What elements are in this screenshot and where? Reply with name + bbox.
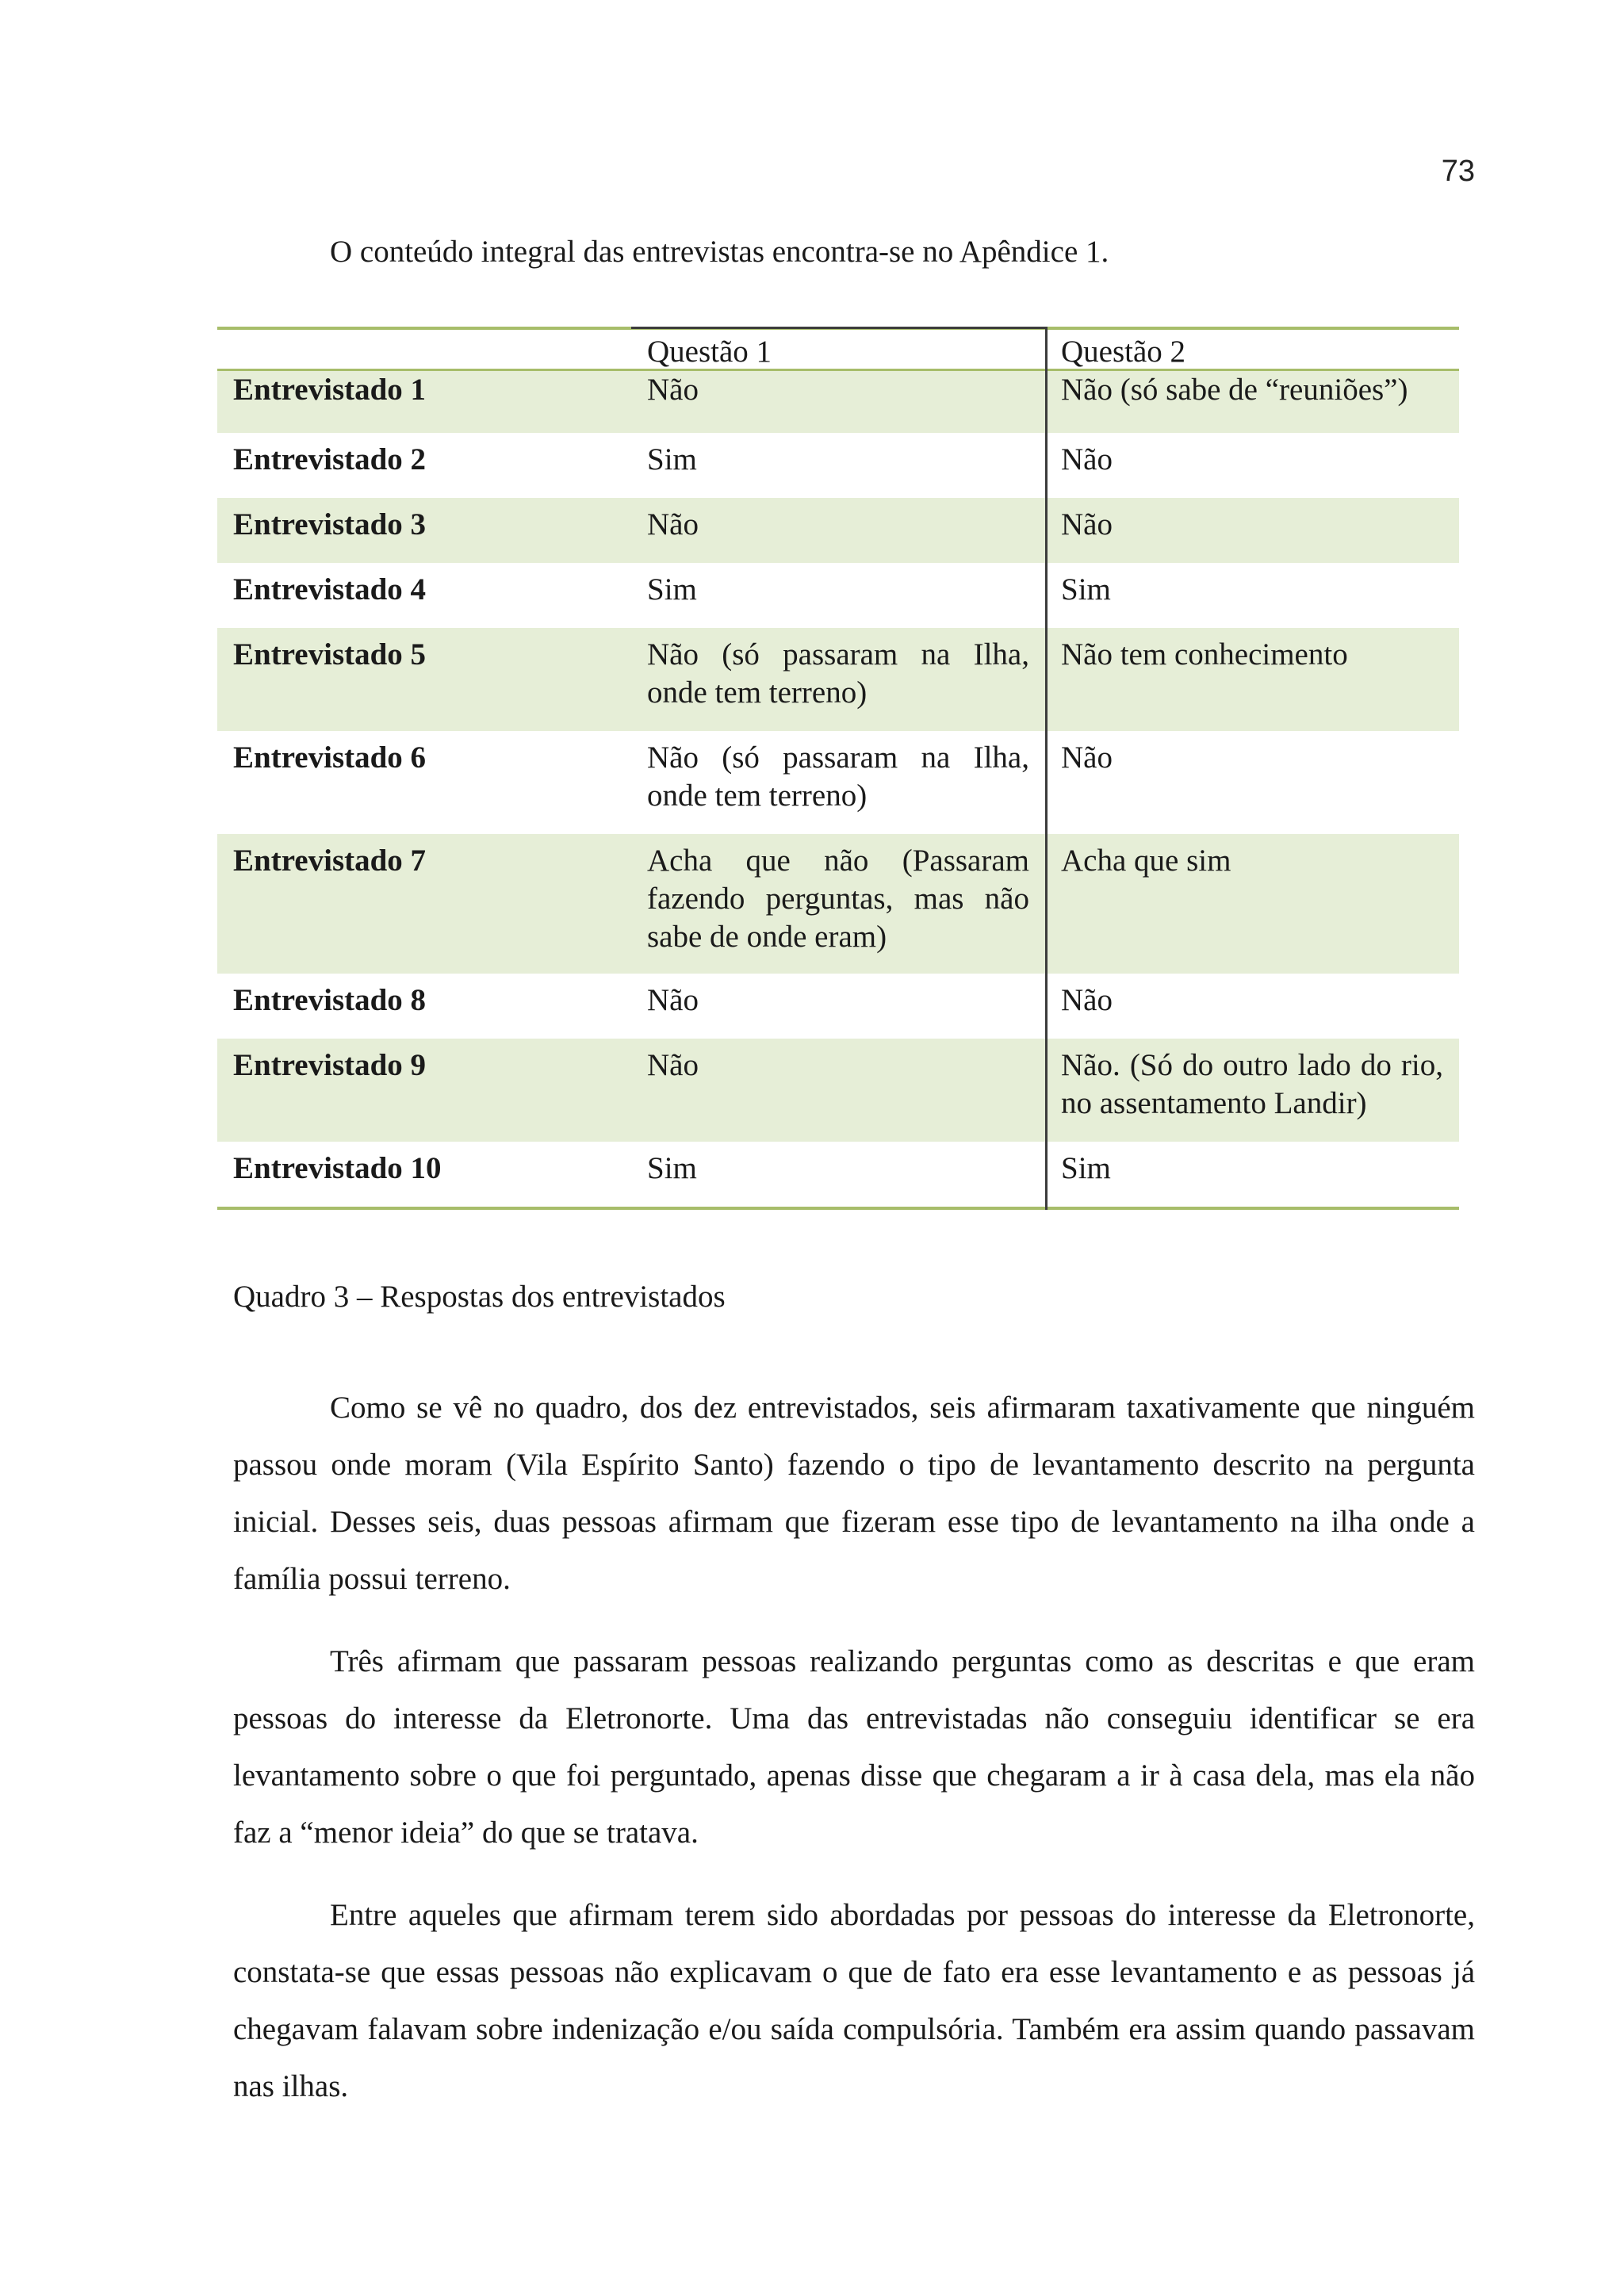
- row-label: Entrevistado 2: [233, 442, 427, 476]
- responses-table: [217, 327, 1459, 1210]
- body-paragraph-1: [233, 1380, 1475, 1608]
- row-questao-1: Não (só passaram na Ilha, onde tem terreno): [647, 740, 1029, 813]
- row-label: Entrevistado 9: [233, 1048, 427, 1082]
- row-questao-1: Não: [647, 983, 699, 1017]
- row-questao-1: Não: [647, 1048, 699, 1082]
- table-row: [217, 834, 1459, 974]
- row-questao-1: Não: [647, 507, 699, 541]
- row-questao-1: Não: [647, 373, 699, 407]
- table-row: [217, 974, 1459, 1039]
- row-questao-2: Acha que sim: [1061, 844, 1231, 878]
- table-row: [217, 371, 1459, 433]
- paragraph-text: Entre aqueles que afirmam terem sido abordadas por pessoas do interesse da Eletronorte, constata-se que essas pessoas não explicavam o que de fato era esse levantamento e as pessoas já chegavam falavam sobre indenização e/ou saída compulsória. Também era assim quando passavam nas ilhas.: [233, 1898, 1475, 2103]
- row-questao-2: Não: [1061, 983, 1113, 1017]
- row-label: Entrevistado 7: [233, 844, 427, 878]
- row-label: Entrevistado 10: [233, 1151, 442, 1185]
- row-questao-2: Não (só sabe de “reuniões”): [1061, 373, 1408, 407]
- table-row: [217, 563, 1459, 628]
- table-row: [217, 628, 1459, 731]
- row-questao-2: Não: [1061, 740, 1113, 775]
- page-number: 73: [1441, 155, 1475, 188]
- header-cell-questao-1: Questão 1: [647, 335, 772, 369]
- row-label: Entrevistado 5: [233, 637, 427, 672]
- row-questao-1: Sim: [647, 1151, 697, 1185]
- header-top-rule: [631, 327, 1047, 329]
- body-paragraph-3: [233, 1887, 1475, 2115]
- table-row: [217, 498, 1459, 563]
- row-questao-2: Não tem conhecimento: [1061, 637, 1348, 672]
- body-paragraph-2: [233, 1633, 1475, 1862]
- row-questao-1: Acha que não (Passaram fazendo perguntas, mas não sabe de onde eram): [647, 844, 1029, 954]
- table-row: [217, 731, 1459, 834]
- column-divider: [1045, 327, 1048, 1210]
- table-caption: Quadro 3 – Respostas dos entrevistados: [233, 1280, 726, 1314]
- row-label: Entrevistado 8: [233, 983, 427, 1017]
- row-questao-1: Sim: [647, 442, 697, 476]
- row-questao-1: Sim: [647, 572, 697, 607]
- table-header-row: [217, 330, 1459, 371]
- intro-sentence: O conteúdo integral das entrevistas encontra-se no Apêndice 1.: [330, 235, 1109, 269]
- paragraph-text: Três afirmam que passaram pessoas realizando perguntas como as descritas e que eram pessoas do interesse da Eletronorte. Uma das entrevistadas não conseguiu identificar se era levantamento sobre o que foi perguntado, apenas disse que chegaram a ir à casa dela, mas ela não faz a “menor ideia” do que se tratava.: [233, 1644, 1475, 1850]
- row-label: Entrevistado 6: [233, 740, 427, 775]
- table-row: [217, 433, 1459, 498]
- table-row: [217, 1039, 1459, 1142]
- table-row: [217, 1142, 1459, 1207]
- header-cell-questao-2: Questão 2: [1061, 335, 1186, 369]
- row-label: Entrevistado 1: [233, 373, 427, 407]
- paragraph-text: Como se vê no quadro, dos dez entrevistados, seis afirmaram taxativamente que ninguém passou onde moram (Vila Espírito Santo) fazendo o tipo de levantamento descrito na pergunta inicial. Desses seis, duas pessoas afirmam que fizeram esse tipo de levantamento na ilha onde a família possui terreno.: [233, 1391, 1475, 1596]
- row-questao-2: Não. (Só do outro lado do rio, no assentamento Landir): [1061, 1048, 1443, 1120]
- row-questao-1: Não (só passaram na Ilha, onde tem terreno): [647, 637, 1029, 710]
- row-label: Entrevistado 3: [233, 507, 427, 541]
- row-questao-2: Não: [1061, 507, 1113, 541]
- row-questao-2: Sim: [1061, 1151, 1111, 1185]
- row-questao-2: Sim: [1061, 572, 1111, 607]
- row-questao-2: Não: [1061, 442, 1113, 476]
- row-label: Entrevistado 4: [233, 572, 427, 607]
